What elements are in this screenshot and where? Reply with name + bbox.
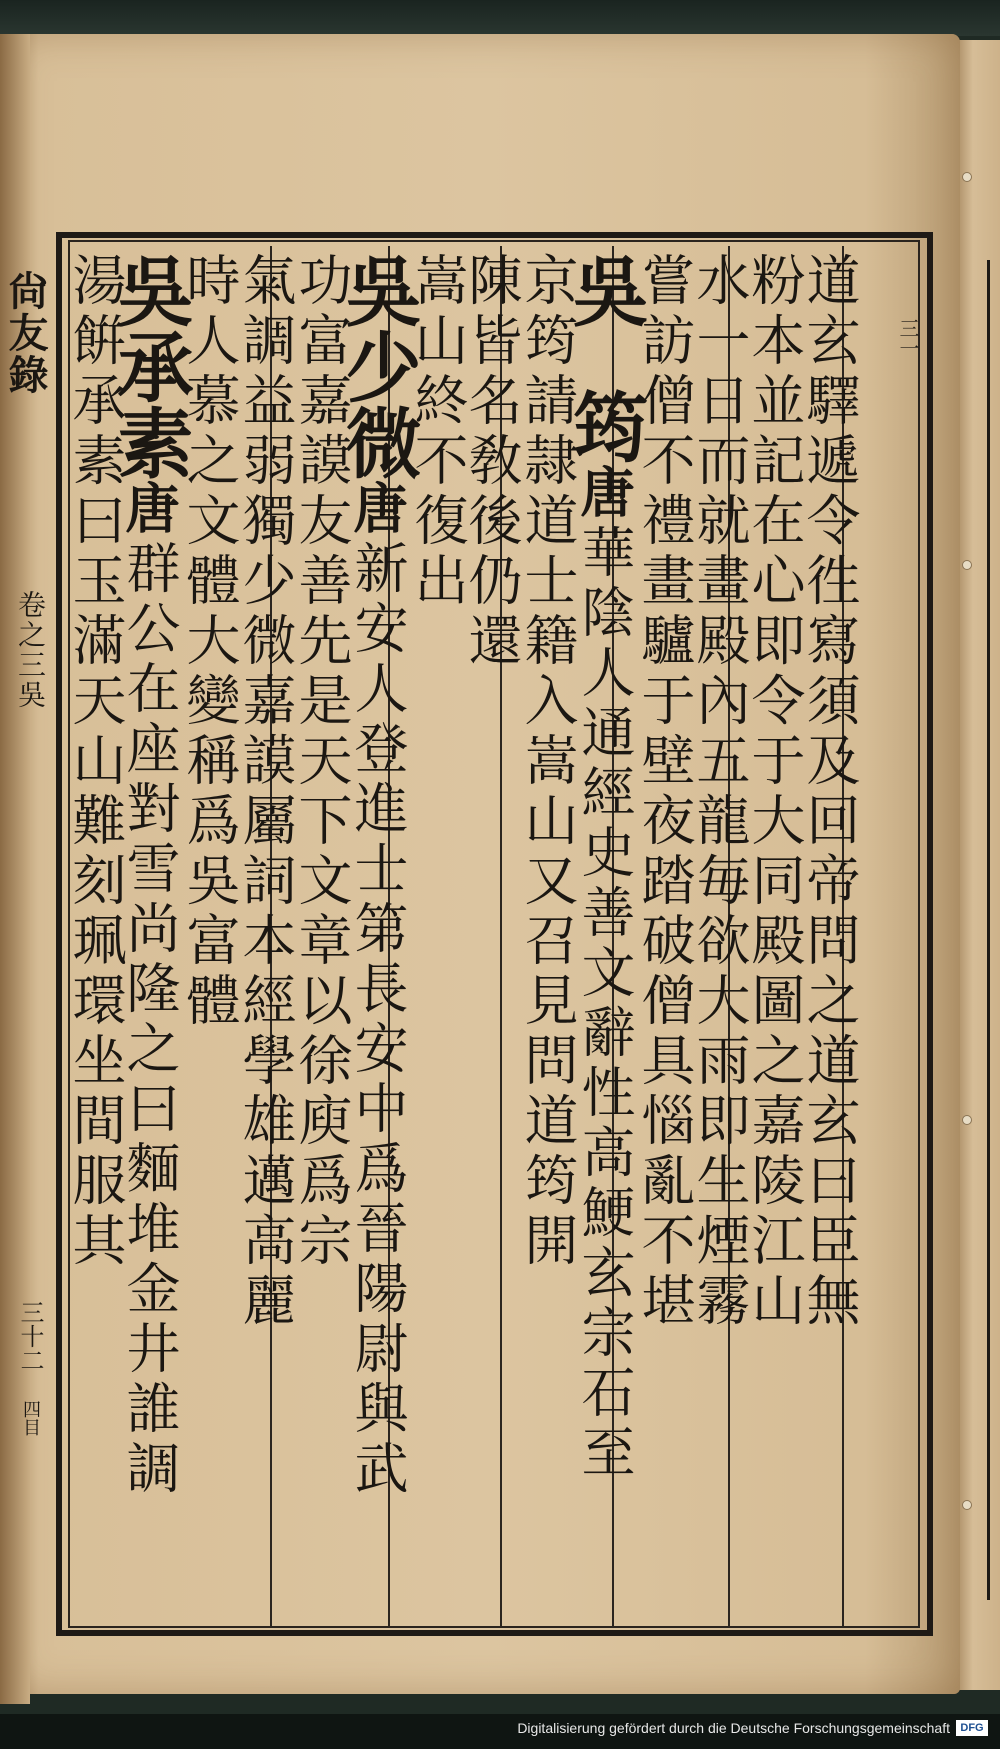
scanner-top-bar — [0, 0, 1000, 36]
column-text: 氣調益弱獨少微嘉謨屬詞本經學雄邁高麗 — [234, 252, 297, 1332]
text-column-1 — [798, 252, 861, 1332]
entry-name: 筠 — [560, 388, 649, 464]
column-text: 新安人登進士第長安中爲晉陽尉與武 — [346, 540, 409, 1500]
column-text: 嘗訪僧不禮畫驢于壁夜踏破僧具惱亂不堪 — [633, 252, 696, 1332]
text-column-13 — [105, 252, 194, 1500]
text-column-11 — [234, 252, 297, 1332]
text-column-7 — [460, 252, 523, 672]
column-text: 水一日而就畫殿內五龍毎欲大雨即生煙霧 — [688, 252, 751, 1332]
margin-surname: 吳 — [14, 680, 47, 710]
column-text: 功富嘉謨友善先是天下文章以徐庾爲宗 — [290, 252, 353, 1272]
dfg-logo: DFG — [956, 1720, 988, 1736]
dynasty-marker: 唐 — [117, 480, 181, 540]
binding-stitch — [962, 560, 972, 570]
text-column-6 — [516, 252, 579, 1272]
column-text: 京筠請隷道士籍入嵩山又召見問道筠開 — [516, 252, 579, 1272]
margin-stamp: 四目 — [20, 1400, 41, 1436]
column-text — [573, 328, 636, 388]
column-text: 嵩山終不復出 — [406, 252, 469, 612]
dynasty-marker: 唐 — [572, 464, 636, 524]
entry-name: 吳少微 — [333, 252, 422, 480]
column-text: 群公在座對雪尚隆之曰麵堆金井誰調 — [118, 540, 181, 1500]
text-column-10 — [290, 252, 353, 1272]
text-column-2 — [743, 252, 806, 1332]
next-page-edge — [955, 40, 1000, 1690]
binding-stitch — [962, 172, 972, 182]
column-text: 湯餠承素曰玉滿天山難刻珮環坐間服其 — [64, 252, 127, 1272]
margin-folio-number: 三十二 — [16, 1300, 44, 1372]
text-column-5 — [560, 252, 649, 1484]
margin-volume — [14, 590, 50, 710]
binding-stitch — [962, 1115, 972, 1125]
dynasty-marker: 唐 — [345, 480, 409, 540]
column-text: 華陰人通經史善文辭性高鯁玄宗石至 — [573, 524, 636, 1484]
binding-stitch — [962, 1500, 972, 1510]
footer-credit: Digitalisierung gefördert durch die Deutsche Forschungsgemeinschaft — [517, 1720, 950, 1736]
column-text: 時人慕之文體大變稱爲吳富體 — [178, 252, 241, 1032]
text-column-9 — [333, 252, 422, 1500]
margin-folio — [18, 1300, 48, 1436]
margin-book-title: 尙友錄 — [2, 270, 49, 396]
margin-juan-text: 卷之三 — [14, 590, 47, 680]
column-text: 陳皆名敎後仍還 — [460, 252, 523, 672]
entry-name: 吳承素 — [105, 252, 194, 480]
text-column-3 — [688, 252, 751, 1332]
text-column-14 — [64, 252, 127, 1272]
column-page-mark: 三一 — [896, 318, 920, 358]
column-text: 道玄驛遞令徃寫須及回帝問之道玄曰臣無 — [798, 252, 861, 1332]
entry-name: 吳 — [560, 252, 649, 328]
next-page-frame-rule — [987, 260, 990, 1600]
column-text: 粉本並記在心即令于大同殿圖之嘉陵江山 — [743, 252, 806, 1332]
